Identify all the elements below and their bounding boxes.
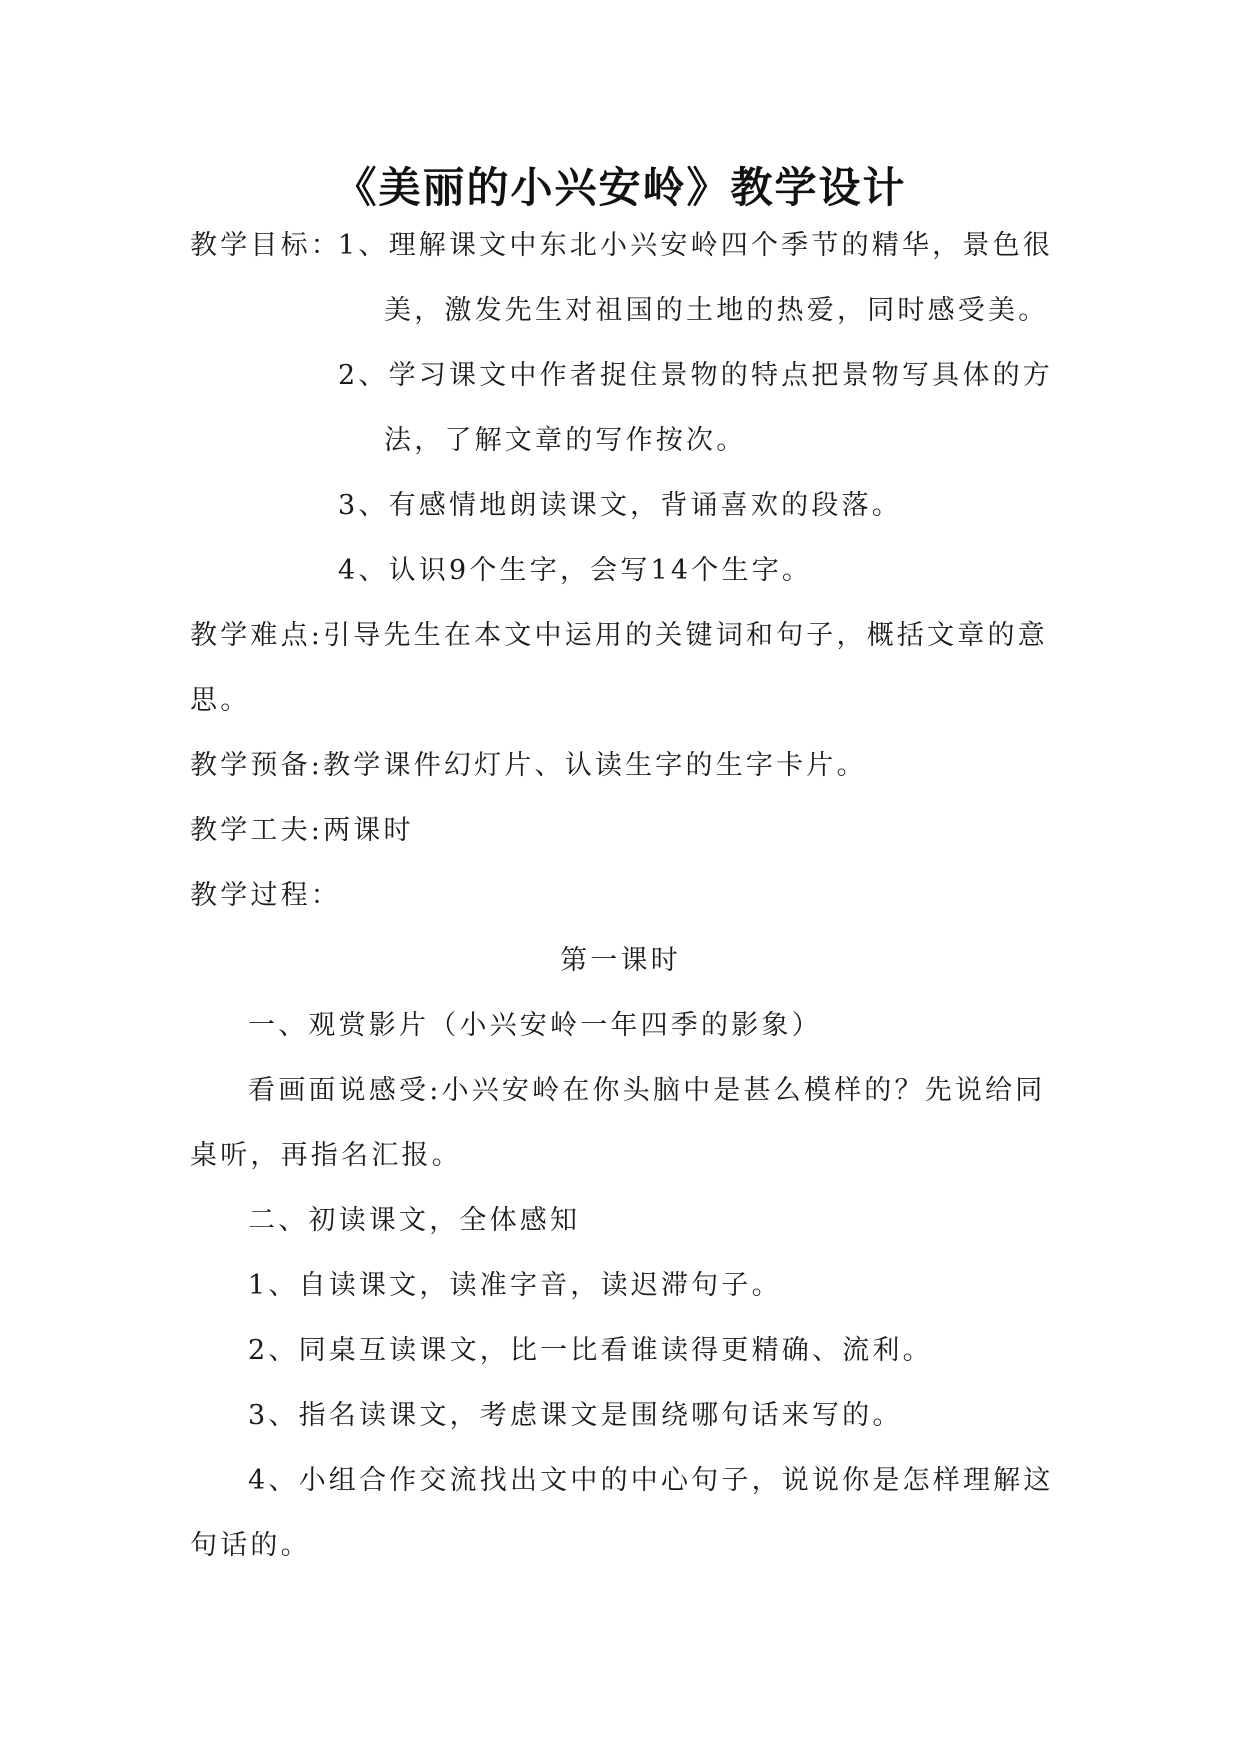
objective-2-line-2: 法，了解文章的写作按次。: [384, 425, 747, 456]
teaching-time: 教学工夫:两课时: [190, 815, 414, 846]
document-title: 《美丽的小兴安岭》教学设计: [334, 163, 907, 212]
objectives-label: 教学目标：: [190, 230, 341, 261]
step-3: 3、指名读课文，考虑课文是围绕哪句话来写的。: [248, 1400, 903, 1431]
difficulty-line-2: 思。: [190, 685, 251, 716]
section-1-body-line-1: 看画面说感受:小兴安岭在你头脑中是甚么模样的？先说给同: [248, 1075, 1046, 1106]
lesson-heading: 第一课时: [560, 945, 681, 976]
section-2-heading: 二、初读课文，全体感知: [248, 1205, 581, 1236]
objective-4: 4、认识9个生字，会写14个生字。: [338, 555, 813, 586]
section-1-heading: 一、观赏影片（小兴安岭一年四季的影象）: [248, 1010, 822, 1041]
step-4-line-1: 4、小组合作交流找出文中的中心句子，说说你是怎样理解这: [248, 1465, 1054, 1496]
preparation: 教学预备:教学课件幻灯片、认读生字的生字卡片。: [190, 750, 867, 781]
section-1-body-line-2: 桌听，再指名汇报。: [190, 1140, 462, 1171]
objective-3: 3、有感情地朗读课文，背诵喜欢的段落。: [338, 490, 902, 521]
step-4-line-2: 句话的。: [190, 1530, 311, 1561]
objective-2-line-1: 2、学习课文中作者捉住景物的特点把景物写具体的方: [338, 360, 1053, 391]
process-label: 教学过程：: [190, 880, 341, 911]
step-2: 2、同桌互读课文，比一比看谁读得更精确、流利。: [248, 1335, 933, 1366]
step-1: 1、自读课文，读准字音，读迟滞句子。: [248, 1270, 782, 1301]
difficulty-line-1: 教学难点:引导先生在本文中运用的关键词和句子，概括文章的意: [190, 620, 1048, 651]
objective-1-line-2: 美，激发先生对祖国的土地的热爱，同时感受美。: [384, 295, 1049, 326]
objective-1-line-1: 1、理解课文中东北小兴安岭四个季节的精华，景色很: [338, 230, 1053, 261]
